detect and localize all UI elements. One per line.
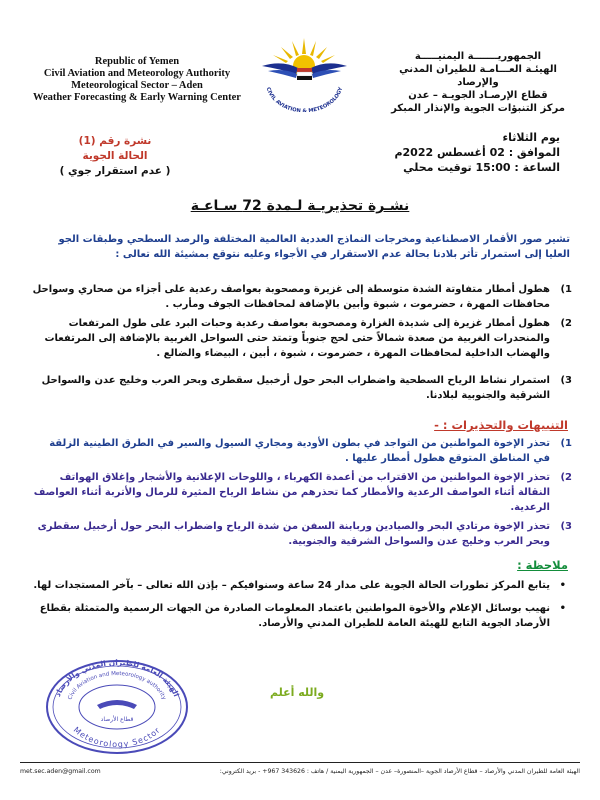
list-item (32, 373, 572, 403)
item-text: تحذر الإخوة المواطنين من الاقتراب من أعمدة الكهرباء ، واللوحات الإعلانية والأشجار وإغلاق الهواتف النقالة أثناء العواصف الرعدية والأمطار كما تحذرهم من نشاط الرياح المثيرة للرمال والأتربة أثناء العواصف الرعدية. (33, 472, 550, 513)
authority-logo-icon (252, 32, 357, 112)
item-text: استمرار نشاط الرياح السطحية واضطراب البحر حول أرخبيل سقطرى وبحر العرب وخليج عدن والسواحل الشرقية والجنوبية لبلادنا. (41, 375, 550, 401)
item-text: يتابع المركز تطورات الحالة الجوية على مدار 24 ساعة وسنوافيكم – بإذن الله تعالى – بآخر المستجدات لها. (33, 580, 550, 591)
header-en-line: Republic of Yemen (94, 56, 180, 67)
weather-state: ( عدم استقرار جوي ) (59, 165, 171, 177)
footer-address: الهيئة العامة للطيران المدني والأرصاد – قطاع الأرصاد الجوية –المنصورة– عدن – الجمهورية اليمنية / هاتف : 343626 967+ - بريد الكتروني: (219, 768, 580, 775)
item-text: تحذر الإخوة المواطنين من التواجد في بطون الأودية ومجاري السيول والسير في الطرق الطينية الزلقة في المناطق المتوقع هطول أمطار عليها . (49, 438, 550, 464)
item-number: 1) (560, 438, 572, 449)
warnings-heading: التنبيهات والتحذيرات : - (434, 418, 568, 432)
bulletin-title: نشـرة تحذيريـة لـمدة 72 سـاعـة (190, 198, 410, 214)
item-number: 3) (560, 521, 572, 532)
header-ar-line: قطاع الإرصـاد الجويـة – عدن (408, 90, 548, 101)
bulletin-datetime (394, 130, 560, 175)
bullet-icon: • (559, 603, 566, 614)
item-text: تحذر الإخوة مرتادي البحر والصيادين وربابنة السفن من شدة الرياح واضطراب البحر حول أرخبيل سقطرى وبحر العرب وخليج عدن والسواحل الشرقية والجنوبية. (37, 521, 550, 547)
svg-text:Civil Aviation and Meteorology (67, 671, 167, 701)
item-text: هطول أمطار غزيرة إلى شديدة الغزارة ومصحوبة بعواصف رعدية وحبات البرد على طول المرتفعات والمنحدرات الغربية من صعدة شمالاً حتى لحج جنوباً وتمتد حتى السواحل الغربية بالإضافة إلى المرتفعات والهضاب الداخلية لمحافظات المهرة ، حضرموت ، شبوة ، أبين ، البيضاء والضالع . (44, 318, 550, 359)
bulletin-info (40, 134, 190, 179)
footer (20, 766, 580, 780)
list-item (32, 436, 572, 466)
header-ar-line: مركز التنبؤات الجوية والإنذار المبكر (391, 103, 565, 114)
list-item (32, 601, 570, 631)
item-number: 2) (560, 318, 572, 329)
list-item (32, 519, 572, 549)
list-item (32, 316, 572, 361)
list-item (32, 282, 572, 312)
warnings-list (32, 436, 572, 553)
header-english (22, 56, 252, 104)
bulletin-number: نشرة رقم (1) (78, 135, 152, 147)
svg-text:CIVIL AVIATION & METEOROLOGY (265, 86, 345, 112)
official-stamp-icon (42, 655, 192, 755)
intro-paragraph: تشير صور الأقمار الاصطناعية ومخرجات النماذج العددية العالمية المختلفة والرصد السطحي وطبقات الجو العليا إلى استمرار تأثر بلادنا بحالة عدم الاستقرار في الأجواء وعليه نتوقع بمشيئة الله تعالى : (58, 234, 570, 260)
item-text: هطول أمطار متفاوتة الشدة متوسطة إلى غزيرة ومصحوبة بعواصف رعدية على أجزاء من صحاري وسواحل محافظات المهرة ، حضرموت ، شبوة وأبين بالإضافة لمحافظات الجوف ومأرب . (32, 284, 550, 310)
header-ar-line: الهيئـة العـــامـة للطيران المدني والإرصاد (399, 64, 557, 88)
footer-email[interactable]: met.sec.aden@gmail.com (20, 768, 101, 775)
header-arabic (378, 50, 578, 115)
header-en-line: Civil Aviation and Meteorology Authority (43, 68, 231, 79)
stamp-center-text: قطاع الأرصاد (100, 716, 134, 723)
stamp-english-bottom: Meteorology Sector (71, 725, 163, 750)
notes-heading: ملاحظة : (517, 558, 568, 572)
forecast-list (32, 282, 572, 407)
item-number: 1) (560, 284, 572, 295)
item-number: 2) (560, 472, 572, 483)
bulletin-date: الموافق : 02 أغسطس 2022م (394, 146, 560, 159)
list-item (32, 578, 570, 593)
bulletin-time: الساعة : 15:00 توقيت محلي (403, 161, 560, 174)
logo-arc-text: CIVIL AVIATION & METEOROLOGY (264, 86, 345, 112)
footer-divider (20, 762, 580, 763)
weather-state-label: الحالة الجوية (82, 150, 148, 162)
item-text: نهيب بوسائل الإعلام والأخوة المواطنين باعتماد المعلومات الصادرة من الجهات الرسمية والمتمثلة بقطاع الأرصاد الجوية التابع للهيئة العامة للطيران المدني والأرصاد. (39, 603, 550, 629)
header-en-line: Meteorological Sector – Aden (71, 80, 203, 91)
item-number: 3) (560, 375, 572, 386)
list-item (32, 470, 572, 515)
closing-phrase: والله أعلم (270, 686, 325, 699)
stamp-english-top: Civil Aviation and Meteorology authority (67, 670, 167, 701)
bullet-icon: • (559, 580, 566, 591)
header-en-line: Weather Forecasting & Early Warning Center (33, 92, 241, 103)
bulletin-day: يوم الثلاثاء (502, 131, 560, 144)
letterhead (0, 28, 600, 118)
stamp-arabic-text: الهيئة العامة للطيران المدني والأرصاد (53, 657, 181, 698)
notes-list (32, 578, 570, 639)
header-ar-line: الجمهوريـــــــة اليمنيـــــة (414, 51, 542, 62)
